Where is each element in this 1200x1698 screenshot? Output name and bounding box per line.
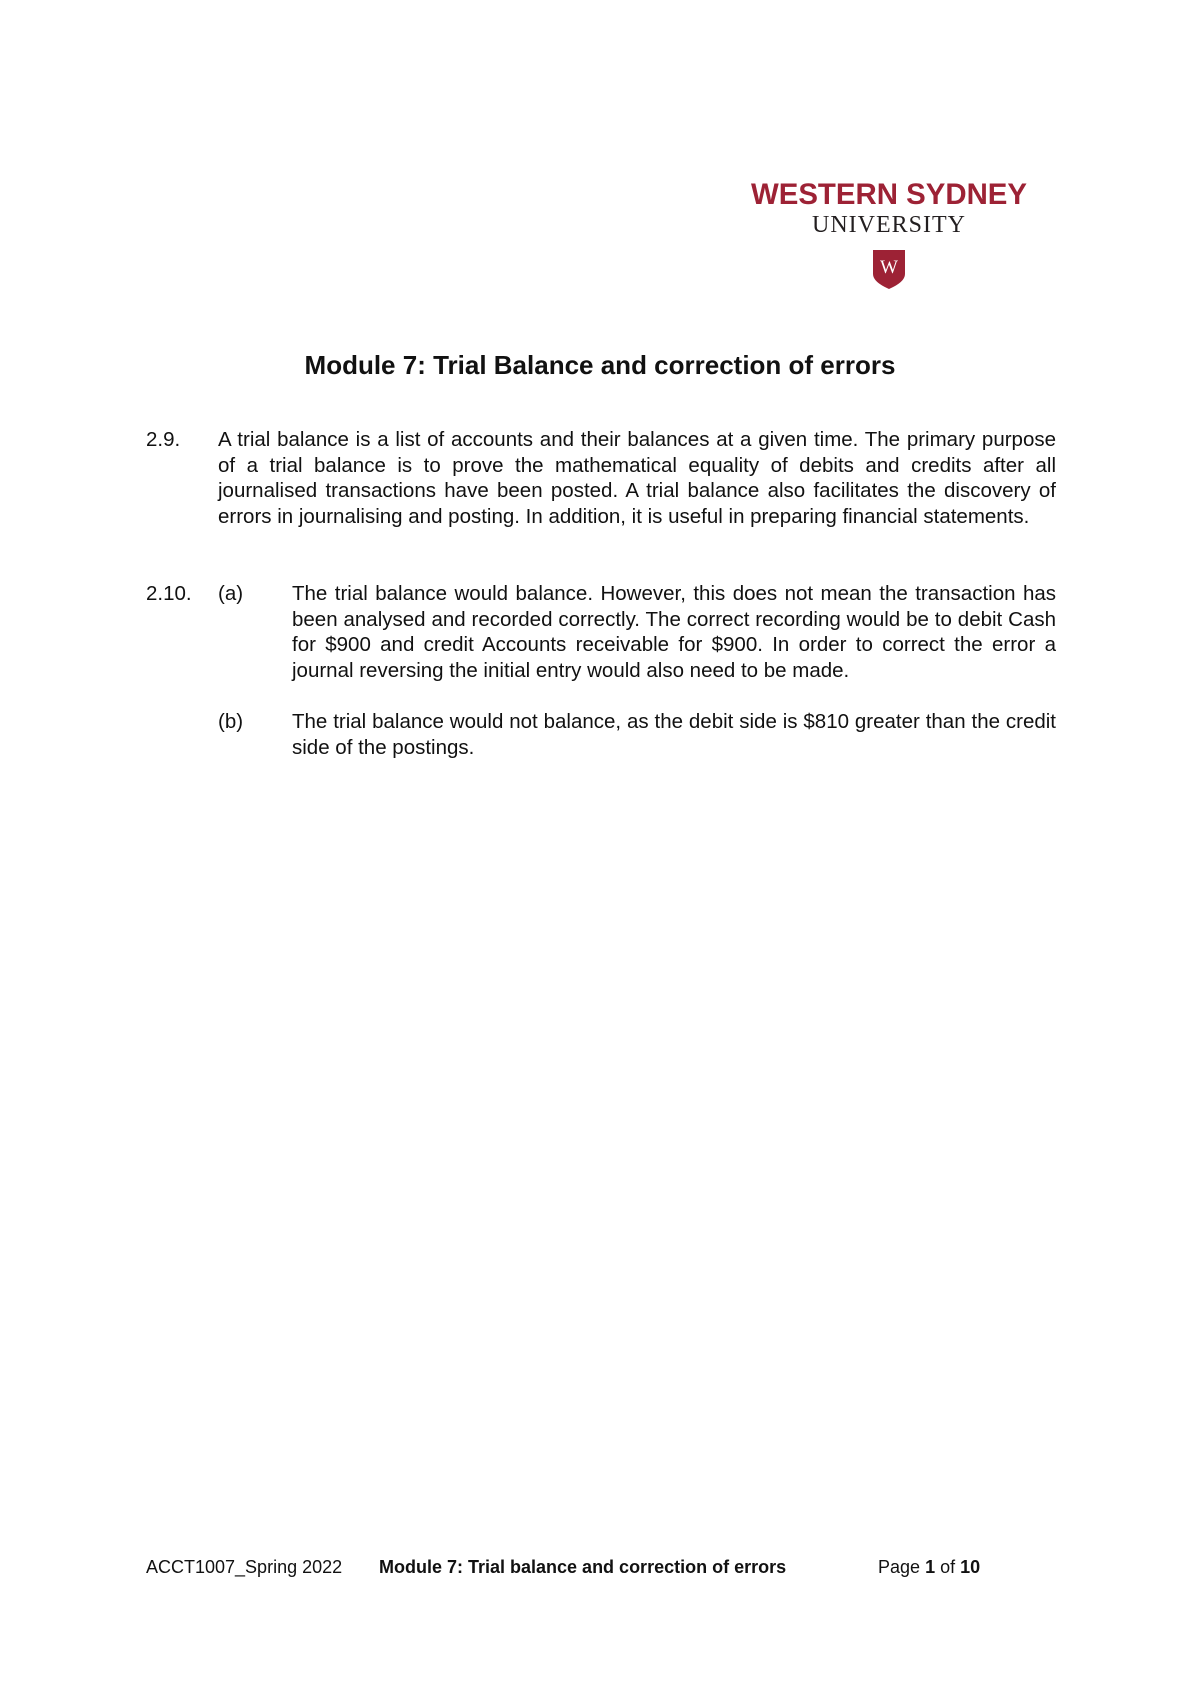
logo-wordmark-line2: UNIVERSITY	[812, 212, 966, 238]
footer-module-title: Module 7: Trial balance and correction of errors	[379, 1557, 787, 1577]
item-number: 2.10.	[146, 582, 192, 605]
logo-wordmark-line1: WESTERN SYDNEY	[750, 178, 1028, 211]
university-logo	[744, 178, 1034, 298]
sub-item-letter: (b)	[218, 710, 244, 733]
footer-page-of: of	[940, 1557, 956, 1577]
footer-page-total: 10	[960, 1557, 981, 1577]
shield-letter: W	[880, 257, 898, 278]
shield-icon	[871, 248, 907, 290]
footer-page-word: Page	[878, 1557, 921, 1577]
footer-page-current: 1	[925, 1557, 936, 1577]
item-number: 2.9.	[146, 428, 181, 451]
sub-item-text: The trial balance would not balance, as the debit side is $810 greater than the credit side of the postings.	[292, 710, 1056, 759]
page-footer	[146, 1556, 1046, 1580]
page-title: Module 7: Trial Balance and correction of errors	[304, 350, 896, 380]
sub-item-text: The trial balance would balance. However, this does not mean the transaction has been analysed and recorded correctly. The correct recording would be to debit Cash for $900 and credit Accounts receivable for $900. In order to correct the error a journal reversing the initial entry would also need to be made.	[292, 582, 1056, 682]
item-text: A trial balance is a list of accounts and their balances at a given time. The primary purpose of a trial balance is to prove the mathematical equality of debits and credits after all journalised transactions have been posted. A trial balance also facilitates the discovery of errors in journalising and posting. In addition, it is useful in preparing financial statements.	[218, 428, 1056, 528]
sub-item-letter: (a)	[218, 582, 244, 605]
footer-course: ACCT1007_Spring 2022	[146, 1557, 343, 1577]
footer-page-number	[878, 1556, 980, 1578]
